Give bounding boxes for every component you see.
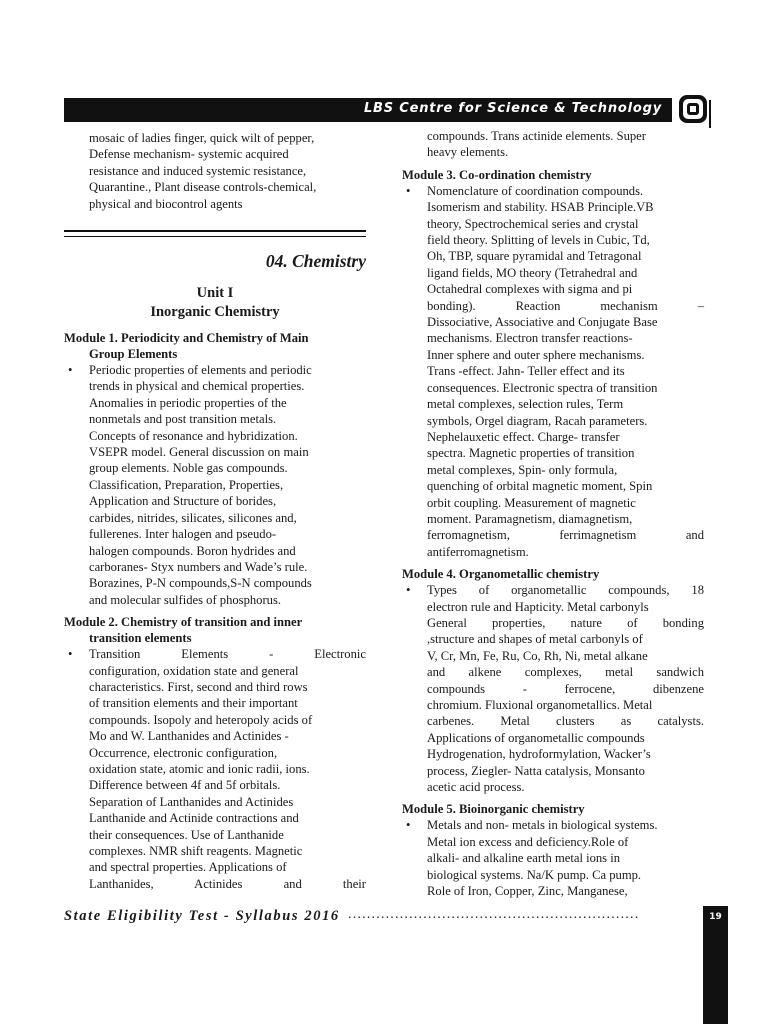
text-line: halogen compounds. Boron hydrides and [89, 543, 296, 558]
text-line: Difference between 4f and 5f orbitals. [89, 778, 281, 793]
text-line: acetic acid process. [427, 780, 525, 795]
bullet-icon: • [406, 183, 411, 198]
module-4-heading: Module 4. Organometallic chemistry [402, 567, 600, 582]
text-line: theory, Spectrochemical series and crystal [427, 216, 639, 231]
header-divider [709, 100, 711, 128]
text-line: Separation of Lanthanides and Actinides [89, 794, 294, 809]
text-line: and alkene complexes, metal sandwich [427, 665, 704, 680]
module-4-bullet [402, 582, 704, 795]
text-line: resistance and induced systemic resistance, [89, 163, 307, 178]
text-line: Classification, Preparation, Properties, [89, 477, 284, 492]
text-line: process, Ziegler- Natta catalysis, Monsanto [427, 763, 645, 778]
text-line: Lanthanides, Actinides and their [89, 876, 366, 891]
unit-title: Unit I [196, 285, 234, 302]
text-line: and spectral properties. Applications of [89, 860, 287, 875]
text-line: Mo and W. Lanthanides and Actinides - [89, 729, 289, 744]
module-2-continuation [402, 128, 704, 161]
text-line: heavy elements. [427, 145, 509, 160]
unit-subtitle: Inorganic Chemistry [150, 304, 280, 321]
text-line: physical and biocontrol agents [89, 196, 243, 211]
footer-leader-dots: .............................................................. [348, 907, 640, 922]
footer-title: State Eligibility Test - Syllabus 2016 [64, 908, 340, 924]
text-line: consequences. Electronic spectra of transition [427, 380, 658, 395]
text-line: Metal ion excess and deficiency.Role of [427, 834, 629, 849]
text-line: Defense mechanism- systemic acquired [89, 147, 289, 162]
bullet-icon: • [406, 583, 411, 598]
bullet-icon: • [68, 647, 73, 662]
text-line: VSEPR model. General discussion on main [89, 445, 309, 460]
text-line: Hydrogenation, hydroformylation, Wacker’s [427, 747, 651, 762]
text-line: group elements. Noble gas compounds. [89, 461, 288, 476]
text-line: bonding). Reaction mechanism – [427, 298, 704, 313]
section-divider [64, 230, 366, 237]
text-line: electron rule and Hapticity. Metal carbonyls [427, 599, 649, 614]
text-line: Nomenclature of coordination compounds. [427, 183, 644, 198]
module-3-heading: Module 3. Co-ordination chemistry [402, 167, 592, 182]
text-line: Anomalies in periodic properties of the [89, 395, 287, 410]
text-line: and molecular sulfides of phosphorus. [89, 592, 282, 607]
text-line: Isomerism and stability. HSAB Principle.VB [427, 200, 654, 215]
module-heading-line: Module 2. Chemistry of transition and inner [64, 615, 303, 630]
text-line: carbenes. Metal clusters as catalysts. [427, 714, 704, 729]
text-line: mosaic of ladies finger, quick wilt of pepper, [89, 131, 315, 145]
right-column [402, 128, 704, 899]
module-heading-line: Group Elements [89, 347, 178, 362]
text-line: moment. Paramagnetism, diamagnetism, [427, 511, 633, 526]
text-line: Concepts of resonance and hybridization. [89, 428, 298, 443]
text-line: Role of Iron, Copper, Zinc, Manganese, [427, 884, 628, 899]
text-line: Transition Elements - Electronic [89, 647, 366, 662]
page-number: 19 [709, 912, 722, 922]
text-line: spectra. Magnetic properties of transition [427, 446, 635, 461]
text-line: Oh, TBP, square pyramidal and Tetragonal [427, 249, 642, 264]
text-line: ,structure and shapes of metal carbonyls of [427, 632, 643, 647]
text-line: configuration, oxidation state and general [89, 663, 299, 678]
bullet-icon: • [68, 363, 73, 378]
text-line: quenching of orbital magnetic moment, Spin [427, 479, 653, 494]
text-line: carbides, nitrides, silicates, silicones and, [89, 510, 297, 525]
text-line: antiferromagnetism. [427, 544, 529, 559]
left-column [64, 130, 366, 892]
text-line: trends in physical and chemical properties. [89, 379, 305, 394]
header-bar [64, 98, 672, 122]
text-line: compounds - ferrocene, dibenzene [427, 681, 704, 696]
text-line: of transition elements and their important [89, 696, 298, 711]
text-line: Quarantine., Plant disease controls-chemical, [89, 180, 317, 195]
bullet-icon: • [406, 818, 411, 833]
text-line: General properties, nature of bonding [427, 615, 704, 630]
header-title: LBS Centre for Science & Technology [363, 101, 662, 116]
text-line: field theory. Splitting of levels in Cubic, Td, [427, 233, 650, 248]
text-line: symbols, Orgel diagram, Racah parameters. [427, 413, 648, 428]
text-line: Inner sphere and outer sphere mechanisms. [427, 347, 645, 362]
text-line: metal complexes, selection rules, Term [427, 397, 624, 412]
intro-continuation [64, 130, 366, 212]
text-line: nonmetals and post transition metals. [89, 412, 277, 427]
page-number-tab [703, 906, 728, 1024]
text-line: Octahedral complexes with sigma and pi [427, 282, 633, 297]
text-line: compounds. Isopoly and heteropoly acids of [89, 712, 313, 727]
text-line: orbit coupling. Measurement of magnetic [427, 495, 636, 510]
text-line: Types of organometallic compounds, 18 [427, 583, 704, 598]
text-line: Dissociative, Associative and Conjugate Base [427, 315, 658, 330]
section-title: 04. Chemistry [265, 251, 366, 272]
text-line: V, Cr, Mn, Fe, Ru, Co, Rh, Ni, metal alkane [427, 648, 648, 663]
text-line: Periodic properties of elements and periodic [89, 363, 312, 378]
module-5-heading: Module 5. Bioinorganic chemistry [402, 802, 585, 817]
lbs-logo-icon [678, 94, 708, 124]
text-line: Occurrence, electronic configuration, [89, 745, 278, 760]
module-heading-line: Module 1. Periodicity and Chemistry of Main [64, 331, 309, 346]
module-heading-line: transition elements [89, 631, 192, 646]
text-line: alkali- and alkaline earth metal ions in [427, 851, 621, 866]
text-line: carboranes- Styx numbers and Wade’s rule. [89, 559, 308, 574]
module-2-bullet [64, 646, 366, 892]
module-3-bullet [402, 183, 704, 560]
module-5-bullet [402, 817, 704, 899]
module-1-bullet [64, 362, 366, 608]
text-line: ferromagnetism, ferrimagnetism and [427, 528, 704, 543]
text-line: metal complexes, Spin- only formula, [427, 462, 618, 477]
text-line: their consequences. Use of Lanthanide [89, 827, 284, 842]
text-line: Lanthanide and Actinide contractions and [89, 811, 299, 826]
text-line: characteristics. First, second and third rows [89, 679, 308, 694]
text-line: oxidation state, atomic and ionic radii, ions. [89, 761, 310, 776]
text-line: Nephelauxetic effect. Charge- transfer [427, 429, 620, 444]
text-line: complexes. NMR shift reagents. Magnetic [89, 844, 303, 858]
module-2-heading [64, 614, 366, 646]
text-line: chromium. Fluxional organometallics. Metal [427, 698, 653, 712]
text-line: compounds. Trans actinide elements. Super [427, 129, 646, 143]
text-line: biological systems. Na/K pump. Ca pump. [427, 867, 642, 882]
text-line: ligand fields, MO theory (Tetrahedral and [427, 265, 638, 280]
unit-heading [64, 284, 366, 322]
module-1-heading [64, 330, 366, 362]
text-line: mechanisms. Electron transfer reactions- [427, 331, 633, 346]
text-line: fullerenes. Inter halogen and pseudo- [89, 527, 277, 542]
text-line: Metals and non- metals in biological systems. [427, 818, 658, 833]
text-line: Trans -effect. Jahn- Teller effect and its [427, 364, 625, 379]
text-line: Borazines, P-N compounds,S-N compounds [89, 576, 312, 591]
text-line: Application and Structure of borides, [89, 494, 277, 509]
text-line: Applications of organometallic compounds [427, 730, 645, 745]
